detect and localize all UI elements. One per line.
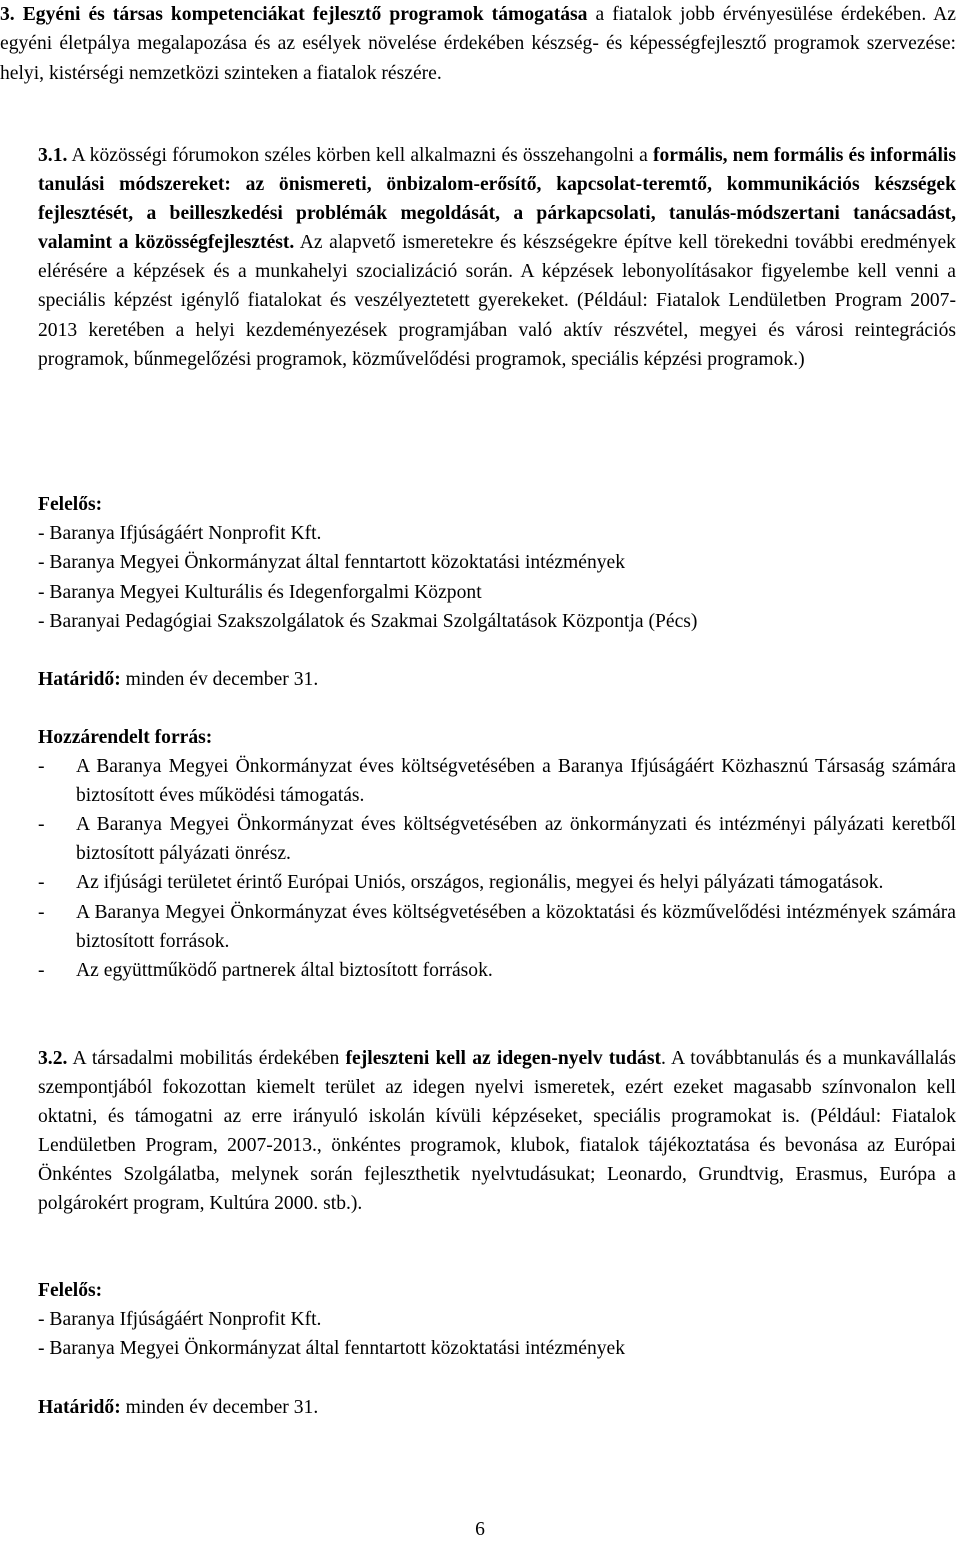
section-3-2-text-rest: . A továbbtanulás és a munkavállalás szempontjából fokozottan kiemelt terület az idegen nyelvi ismeretek, ezért ezeket magasabb színvonalon kell oktatni, és támogatni az erre irányuló iskolán kívüli képzéseket, speciális programokat is. (Például: Fiatalok Lendületben Program, 2007-2013., önkéntes programok, klubok, fiatalok tájékoztatása és bevonása az Európai Önkéntes Szolgálatba, melynek során fejleszthetik nyelvtudásukat; Leonardo, Grundtvig, Erasmus, Európa a polgárokért program, Kultúra 2000. stb.). xyxy=(38,1048,956,1215)
section-3-2-responsible xyxy=(38,1276,956,1364)
section-3-title: Egyéni és társas kompetenciákat fejlesztő programok támogatása xyxy=(22,4,588,25)
funding-label: Hozzárendelt forrás: xyxy=(38,727,213,748)
section-3-1-deadline xyxy=(38,665,956,694)
funding-dash: - xyxy=(38,814,45,836)
responsible-item: - Baranyai Pedagógiai Szakszolgálatok és Szakmai Szolgáltatások Központja (Pécs) xyxy=(38,610,698,632)
funding-text: Az együttműködő partnerek által biztosított források. xyxy=(76,959,493,981)
funding-text: A Baranya Megyei Önkormányzat éves költségvetésében a közoktatási és közművelődési intézmények számára biztosított források. xyxy=(76,901,956,952)
funding-text: Az ifjúsági területet érintő Európai Uniós, országos, regionális, megyei és helyi pályázati támogatások. xyxy=(76,872,884,894)
funding-text: A Baranya Megyei Önkormányzat éves költségvetésében a Baranya Ifjúságáért Közhasznú Társaság számára biztosított éves működési támogatás. xyxy=(76,756,956,807)
section-3-1-responsible xyxy=(38,490,956,636)
section-3-2-text-intro: A társadalmi mobilitás érdekében xyxy=(67,1048,346,1069)
funding-item xyxy=(38,956,956,985)
section-3-description: a fiatalok jobb érvényesülése érdekében. Az egyéni életpálya megalapozása és az esélyek növelése érdekében készség- és képességfejlesztő programok szervezése: helyi, kistérségi nemzetközi szinteken a fiatalok részére. xyxy=(0,4,956,84)
section-3-1-paragraph xyxy=(38,141,956,374)
funding-dash: - xyxy=(38,756,45,778)
responsible-item: - Baranya Megyei Önkormányzat által fenntartott közoktatási intézmények xyxy=(38,1338,626,1360)
funding-dash: - xyxy=(38,872,45,894)
page-number: 6 xyxy=(475,1519,485,1540)
section-3-1-bold-methods: formális, nem formális és informális tanulási módszereket xyxy=(38,145,956,196)
responsible-item: - Baranya Ifjúságáért Nonprofit Kft. xyxy=(38,1309,322,1331)
responsible-item: - Baranya Megyei Önkormányzat által fenntartott közoktatási intézmények xyxy=(38,552,626,574)
deadline-value: minden év december 31. xyxy=(120,669,319,690)
section-3-2-deadline xyxy=(38,1393,956,1422)
responsible-item: - Baranya Megyei Kulturális és Idegenforgalmi Központ xyxy=(38,581,482,603)
deadline-value: minden év december 31. xyxy=(120,1397,319,1418)
section-3-number: 3. xyxy=(0,4,15,25)
section-3-2-bold-language: fejleszteni kell az idegen-nyelv tudást xyxy=(345,1048,661,1069)
section-3-1-text-rest: Az alapvető ismeretekre és készségekre építve kell törekedni további eredmények elérésére a képzések és a munkahelyi szocializáció során. A képzések lebonyolításakor figyelembe kell venni a speciális képzést igénylő fiatalokat és veszélyeztetett gyerekeket. (Például: Fiatalok Lendületben Program 2007-2013 keretében a helyi kezdeményezések programjában való aktív részvétel, megyei és városi reintegrációs programok, bűnmegelőzési programok, közművelődési programok, speciális képzési programok.) xyxy=(38,232,956,370)
funding-item xyxy=(38,752,956,810)
section-3-1-text-intro: A közösségi fórumokon széles körben kell alkalmazni és összehangolni a xyxy=(67,145,653,166)
funding-dash: - xyxy=(38,901,45,923)
funding-text: A Baranya Megyei Önkormányzat éves költségvetésében az önkormányzati és intézményi pályázati keretből biztosított pályázati önrész. xyxy=(76,814,956,865)
section-3-1-bold-skills: : az önismereti, önbizalom-erősítő, kapcsolat-teremtő, kommunikációs készségek fejlesztését, a beilleszkedési problémák megoldását, a párkapcsolati, tanulás-módszertani tanácsadást, valamint a közösségfejlesztést. xyxy=(38,174,956,254)
section-3-1-number: 3.1. xyxy=(38,145,68,166)
section-3-2-paragraph xyxy=(38,1044,956,1219)
section-3-2-number: 3.2. xyxy=(38,1048,68,1069)
section-3-1-funding xyxy=(38,723,956,985)
funding-dash: - xyxy=(38,959,45,981)
funding-item xyxy=(38,810,956,868)
section-3-paragraph xyxy=(0,0,956,88)
deadline-label: Határidő: xyxy=(38,1397,121,1418)
deadline-label: Határidő: xyxy=(38,669,121,690)
funding-item xyxy=(38,898,956,956)
responsible-label: Felelős: xyxy=(38,1280,103,1301)
responsible-label: Felelős: xyxy=(38,494,103,515)
responsible-item: - Baranya Ifjúságáért Nonprofit Kft. xyxy=(38,523,322,545)
funding-item xyxy=(38,868,956,897)
